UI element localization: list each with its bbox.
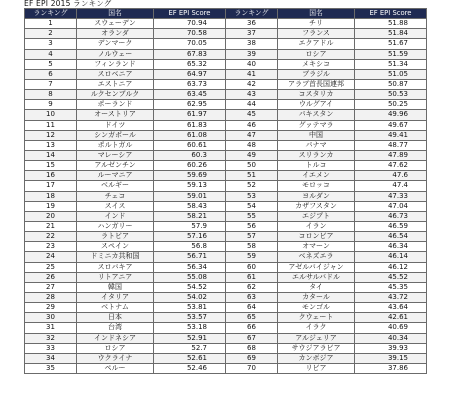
ranking-table-right-body <box>226 19 427 374</box>
rank-cell: 57 <box>226 232 278 242</box>
table-row <box>25 39 226 49</box>
score-cell: 58.21 <box>154 211 226 221</box>
score-column-header: EF EPI Score <box>355 9 427 19</box>
country-cell: オランダ <box>77 29 154 39</box>
rank-cell: 2 <box>25 29 77 39</box>
country-cell: モロッコ <box>278 181 355 191</box>
table-row <box>226 343 427 353</box>
country-cell: ドイツ <box>77 120 154 130</box>
country-cell: ブラジル <box>278 69 355 79</box>
rank-cell: 14 <box>25 150 77 160</box>
table-row <box>226 303 427 313</box>
country-cell: カタール <box>278 292 355 302</box>
country-cell: サウジアラビア <box>278 343 355 353</box>
table-row <box>226 272 427 282</box>
page-title: EF EPI 2015 ランキング <box>24 0 112 8</box>
rank-cell: 13 <box>25 140 77 150</box>
country-cell: スウェーデン <box>77 19 154 29</box>
table-row <box>226 49 427 59</box>
country-cell: チェコ <box>77 191 154 201</box>
country-cell: リビア <box>278 363 355 373</box>
country-cell: スロバキア <box>77 262 154 272</box>
table-row <box>226 211 427 221</box>
table-row <box>25 29 226 39</box>
rank-cell: 18 <box>25 191 77 201</box>
rank-cell: 21 <box>25 221 77 231</box>
table-row <box>25 221 226 231</box>
rank-cell: 54 <box>226 201 278 211</box>
country-cell: ウクライナ <box>77 353 154 363</box>
country-cell: アルゼンチン <box>77 161 154 171</box>
table-row <box>25 110 226 120</box>
table-row <box>25 343 226 353</box>
rank-cell: 61 <box>226 272 278 282</box>
rank-cell: 44 <box>226 100 278 110</box>
rank-cell: 5 <box>25 59 77 69</box>
score-cell: 46.54 <box>355 232 427 242</box>
score-cell: 47.04 <box>355 201 427 211</box>
score-cell: 70.94 <box>154 19 226 29</box>
rank-column-header: ランキング <box>226 9 278 19</box>
rank-cell: 3 <box>25 39 77 49</box>
rank-cell: 33 <box>25 343 77 353</box>
country-column-header: 国名 <box>278 9 355 19</box>
table-row <box>25 282 226 292</box>
rank-cell: 23 <box>25 242 77 252</box>
score-cell: 43.64 <box>355 303 427 313</box>
country-cell: オマーン <box>278 242 355 252</box>
rank-cell: 41 <box>226 69 278 79</box>
score-cell: 60.61 <box>154 140 226 150</box>
score-cell: 54.02 <box>154 292 226 302</box>
table-header-row <box>25 9 226 19</box>
rank-cell: 35 <box>25 363 77 373</box>
score-column-header: EF EPI Score <box>154 9 226 19</box>
country-cell: パキスタン <box>278 110 355 120</box>
score-cell: 67.83 <box>154 49 226 59</box>
score-cell: 59.13 <box>154 181 226 191</box>
table-row <box>226 313 427 323</box>
rank-cell: 65 <box>226 313 278 323</box>
country-cell: メキシコ <box>278 59 355 69</box>
country-cell: マレーシア <box>77 150 154 160</box>
country-cell: イラン <box>278 221 355 231</box>
rank-cell: 8 <box>25 90 77 100</box>
country-cell: ルーマニア <box>77 171 154 181</box>
score-cell: 53.18 <box>154 323 226 333</box>
score-cell: 46.59 <box>355 221 427 231</box>
country-cell: エストニア <box>77 79 154 89</box>
table-row <box>25 292 226 302</box>
rank-cell: 63 <box>226 292 278 302</box>
score-cell: 47.62 <box>355 161 427 171</box>
rank-cell: 43 <box>226 90 278 100</box>
rank-cell: 7 <box>25 79 77 89</box>
country-cell: エクアドル <box>278 39 355 49</box>
rank-cell: 55 <box>226 211 278 221</box>
score-cell: 61.08 <box>154 130 226 140</box>
rank-cell: 29 <box>25 303 77 313</box>
table-row <box>25 201 226 211</box>
table-row <box>25 333 226 343</box>
table-row <box>226 333 427 343</box>
country-cell: スイス <box>77 201 154 211</box>
country-cell: スリランカ <box>278 150 355 160</box>
rank-cell: 46 <box>226 120 278 130</box>
rank-cell: 15 <box>25 161 77 171</box>
score-cell: 61.97 <box>154 110 226 120</box>
table-row <box>226 282 427 292</box>
country-cell: ウルグアイ <box>278 100 355 110</box>
country-cell: パナマ <box>278 140 355 150</box>
table-row <box>25 19 226 29</box>
rank-cell: 28 <box>25 292 77 302</box>
rank-cell: 30 <box>25 313 77 323</box>
country-cell: フランス <box>278 29 355 39</box>
table-row <box>25 232 226 242</box>
score-cell: 57.9 <box>154 221 226 231</box>
table-row <box>226 232 427 242</box>
rank-cell: 9 <box>25 100 77 110</box>
table-row <box>25 79 226 89</box>
table-row <box>25 59 226 69</box>
rank-cell: 59 <box>226 252 278 262</box>
rank-cell: 6 <box>25 69 77 79</box>
score-cell: 60.26 <box>154 161 226 171</box>
score-cell: 51.34 <box>355 59 427 69</box>
ranking-table-left-body <box>25 19 226 374</box>
table-row <box>226 90 427 100</box>
table-row <box>25 252 226 262</box>
country-cell: ベトナム <box>77 303 154 313</box>
rank-cell: 66 <box>226 323 278 333</box>
rank-cell: 40 <box>226 59 278 69</box>
table-row <box>25 100 226 110</box>
table-row <box>226 19 427 29</box>
country-cell: ポーランド <box>77 100 154 110</box>
country-cell: スペイン <box>77 242 154 252</box>
rank-cell: 48 <box>226 140 278 150</box>
table-row <box>226 262 427 272</box>
country-column-header: 国名 <box>77 9 154 19</box>
ranking-table-right <box>225 8 427 374</box>
rank-cell: 53 <box>226 191 278 201</box>
country-cell: コロンビア <box>278 232 355 242</box>
table-row <box>226 161 427 171</box>
country-cell: スロベニア <box>77 69 154 79</box>
score-cell: 61.83 <box>154 120 226 130</box>
rank-cell: 26 <box>25 272 77 282</box>
country-cell: ドミニカ共和国 <box>77 252 154 262</box>
rank-cell: 49 <box>226 150 278 160</box>
rank-cell: 1 <box>25 19 77 29</box>
score-cell: 52.7 <box>154 343 226 353</box>
rank-cell: 27 <box>25 282 77 292</box>
score-cell: 49.96 <box>355 110 427 120</box>
rank-cell: 19 <box>25 201 77 211</box>
table-row <box>226 221 427 231</box>
country-cell: チリ <box>278 19 355 29</box>
table-row <box>226 353 427 363</box>
table-row <box>25 69 226 79</box>
score-cell: 50.53 <box>355 90 427 100</box>
score-cell: 52.61 <box>154 353 226 363</box>
score-cell: 48.77 <box>355 140 427 150</box>
country-cell: ロシア <box>278 49 355 59</box>
table-row <box>25 171 226 181</box>
table-row <box>25 313 226 323</box>
score-cell: 59.01 <box>154 191 226 201</box>
country-cell: ヨルダン <box>278 191 355 201</box>
score-cell: 51.05 <box>355 69 427 79</box>
score-cell: 58.43 <box>154 201 226 211</box>
rank-cell: 36 <box>226 19 278 29</box>
country-cell: 韓国 <box>77 282 154 292</box>
table-row <box>226 69 427 79</box>
country-cell: 中国 <box>278 130 355 140</box>
rank-cell: 69 <box>226 353 278 363</box>
score-cell: 40.34 <box>355 333 427 343</box>
score-cell: 47.4 <box>355 181 427 191</box>
rank-cell: 62 <box>226 282 278 292</box>
table-row <box>226 242 427 252</box>
table-row <box>226 100 427 110</box>
score-cell: 65.32 <box>154 59 226 69</box>
table-header-row <box>226 9 427 19</box>
table-row <box>226 120 427 130</box>
country-cell: カンボジア <box>278 353 355 363</box>
rank-cell: 47 <box>226 130 278 140</box>
rank-cell: 50 <box>226 161 278 171</box>
score-cell: 52.46 <box>154 363 226 373</box>
rank-cell: 52 <box>226 181 278 191</box>
table-row <box>25 353 226 363</box>
country-cell: タイ <box>278 282 355 292</box>
country-cell: グァテマラ <box>278 120 355 130</box>
rank-cell: 11 <box>25 120 77 130</box>
score-cell: 70.05 <box>154 39 226 49</box>
score-cell: 47.6 <box>355 171 427 181</box>
score-cell: 46.14 <box>355 252 427 262</box>
country-cell: シンガポール <box>77 130 154 140</box>
table-row <box>25 303 226 313</box>
country-cell: トルコ <box>278 161 355 171</box>
rank-cell: 42 <box>226 79 278 89</box>
score-cell: 56.71 <box>154 252 226 262</box>
score-cell: 56.8 <box>154 242 226 252</box>
country-cell: インドネシア <box>77 333 154 343</box>
score-cell: 45.35 <box>355 282 427 292</box>
table-row <box>226 130 427 140</box>
country-cell: コスタリカ <box>278 90 355 100</box>
score-cell: 47.33 <box>355 191 427 201</box>
table-row <box>25 120 226 130</box>
score-cell: 46.34 <box>355 242 427 252</box>
rank-cell: 45 <box>226 110 278 120</box>
rank-cell: 56 <box>226 221 278 231</box>
score-cell: 43.72 <box>355 292 427 302</box>
table-row <box>25 323 226 333</box>
country-cell: ロシア <box>77 343 154 353</box>
score-cell: 50.25 <box>355 100 427 110</box>
table-row <box>25 191 226 201</box>
table-row <box>226 181 427 191</box>
table-row <box>25 49 226 59</box>
score-cell: 64.97 <box>154 69 226 79</box>
table-row <box>25 272 226 282</box>
country-cell: エジプト <box>278 211 355 221</box>
score-cell: 57.16 <box>154 232 226 242</box>
rank-cell: 60 <box>226 262 278 272</box>
score-cell: 51.88 <box>355 19 427 29</box>
rank-cell: 68 <box>226 343 278 353</box>
country-cell: リトアニア <box>77 272 154 282</box>
rank-cell: 17 <box>25 181 77 191</box>
score-cell: 60.3 <box>154 150 226 160</box>
score-cell: 59.69 <box>154 171 226 181</box>
score-cell: 51.67 <box>355 39 427 49</box>
table-row <box>25 181 226 191</box>
country-cell: ベルギー <box>77 181 154 191</box>
table-row <box>25 90 226 100</box>
score-cell: 50.87 <box>355 79 427 89</box>
score-cell: 39.15 <box>355 353 427 363</box>
ranking-table-left <box>24 8 226 374</box>
country-cell: ポルトガル <box>77 140 154 150</box>
country-cell: ノルウェー <box>77 49 154 59</box>
score-cell: 55.08 <box>154 272 226 282</box>
score-cell: 56.34 <box>154 262 226 272</box>
score-cell: 53.57 <box>154 313 226 323</box>
country-cell: アルジェリア <box>278 333 355 343</box>
country-cell: ルクセンブルク <box>77 90 154 100</box>
rank-cell: 31 <box>25 323 77 333</box>
rank-cell: 24 <box>25 252 77 262</box>
score-cell: 49.67 <box>355 120 427 130</box>
table-row <box>226 110 427 120</box>
table-row <box>25 161 226 171</box>
country-cell: 日本 <box>77 313 154 323</box>
table-row <box>226 252 427 262</box>
country-cell: カザフスタン <box>278 201 355 211</box>
table-row <box>25 150 226 160</box>
table-row <box>226 191 427 201</box>
country-cell: モンゴル <box>278 303 355 313</box>
score-cell: 45.52 <box>355 272 427 282</box>
table-row <box>25 211 226 221</box>
table-row <box>226 29 427 39</box>
score-cell: 47.89 <box>355 150 427 160</box>
table-row <box>226 201 427 211</box>
rank-cell: 37 <box>226 29 278 39</box>
rank-cell: 39 <box>226 49 278 59</box>
rank-cell: 10 <box>25 110 77 120</box>
table-row <box>226 59 427 69</box>
rank-cell: 70 <box>226 363 278 373</box>
rank-cell: 67 <box>226 333 278 343</box>
rank-cell: 34 <box>25 353 77 363</box>
country-cell: ペルー <box>77 363 154 373</box>
country-cell: ラトビア <box>77 232 154 242</box>
score-cell: 54.52 <box>154 282 226 292</box>
rank-cell: 22 <box>25 232 77 242</box>
country-cell: アラブ首長国連邦 <box>278 79 355 89</box>
score-cell: 37.86 <box>355 363 427 373</box>
country-cell: ベネズエラ <box>278 252 355 262</box>
score-cell: 63.73 <box>154 79 226 89</box>
score-cell: 53.81 <box>154 303 226 313</box>
table-row <box>226 79 427 89</box>
score-cell: 51.84 <box>355 29 427 39</box>
score-cell: 51.59 <box>355 49 427 59</box>
table-row <box>226 323 427 333</box>
rank-cell: 25 <box>25 262 77 272</box>
table-row <box>25 363 226 373</box>
rank-cell: 4 <box>25 49 77 59</box>
country-cell: オーストリア <box>77 110 154 120</box>
score-cell: 40.69 <box>355 323 427 333</box>
country-cell: アゼルバイジャン <box>278 262 355 272</box>
country-cell: 台湾 <box>77 323 154 333</box>
score-cell: 49.41 <box>355 130 427 140</box>
table-row <box>25 140 226 150</box>
score-cell: 46.12 <box>355 262 427 272</box>
country-cell: フィンランド <box>77 59 154 69</box>
country-cell: エルサルバドル <box>278 272 355 282</box>
score-cell: 42.61 <box>355 313 427 323</box>
score-cell: 63.45 <box>154 90 226 100</box>
rank-cell: 32 <box>25 333 77 343</box>
rank-cell: 38 <box>226 39 278 49</box>
table-row <box>226 171 427 181</box>
score-cell: 70.58 <box>154 29 226 39</box>
score-cell: 46.73 <box>355 211 427 221</box>
table-row <box>25 242 226 252</box>
country-cell: デンマーク <box>77 39 154 49</box>
table-row <box>226 39 427 49</box>
table-row <box>226 150 427 160</box>
table-row <box>226 292 427 302</box>
rank-cell: 16 <box>25 171 77 181</box>
rank-cell: 20 <box>25 211 77 221</box>
rank-cell: 51 <box>226 171 278 181</box>
table-row <box>25 262 226 272</box>
rank-cell: 64 <box>226 303 278 313</box>
table-row <box>226 363 427 373</box>
rank-cell: 58 <box>226 242 278 252</box>
score-cell: 52.91 <box>154 333 226 343</box>
country-cell: イエメン <box>278 171 355 181</box>
rank-cell: 12 <box>25 130 77 140</box>
country-cell: インド <box>77 211 154 221</box>
country-cell: クウェート <box>278 313 355 323</box>
country-cell: ハンガリー <box>77 221 154 231</box>
score-cell: 62.95 <box>154 100 226 110</box>
score-cell: 39.93 <box>355 343 427 353</box>
table-row <box>226 140 427 150</box>
country-cell: イタリア <box>77 292 154 302</box>
rank-column-header: ランキング <box>25 9 77 19</box>
table-row <box>25 130 226 140</box>
country-cell: イラク <box>278 323 355 333</box>
